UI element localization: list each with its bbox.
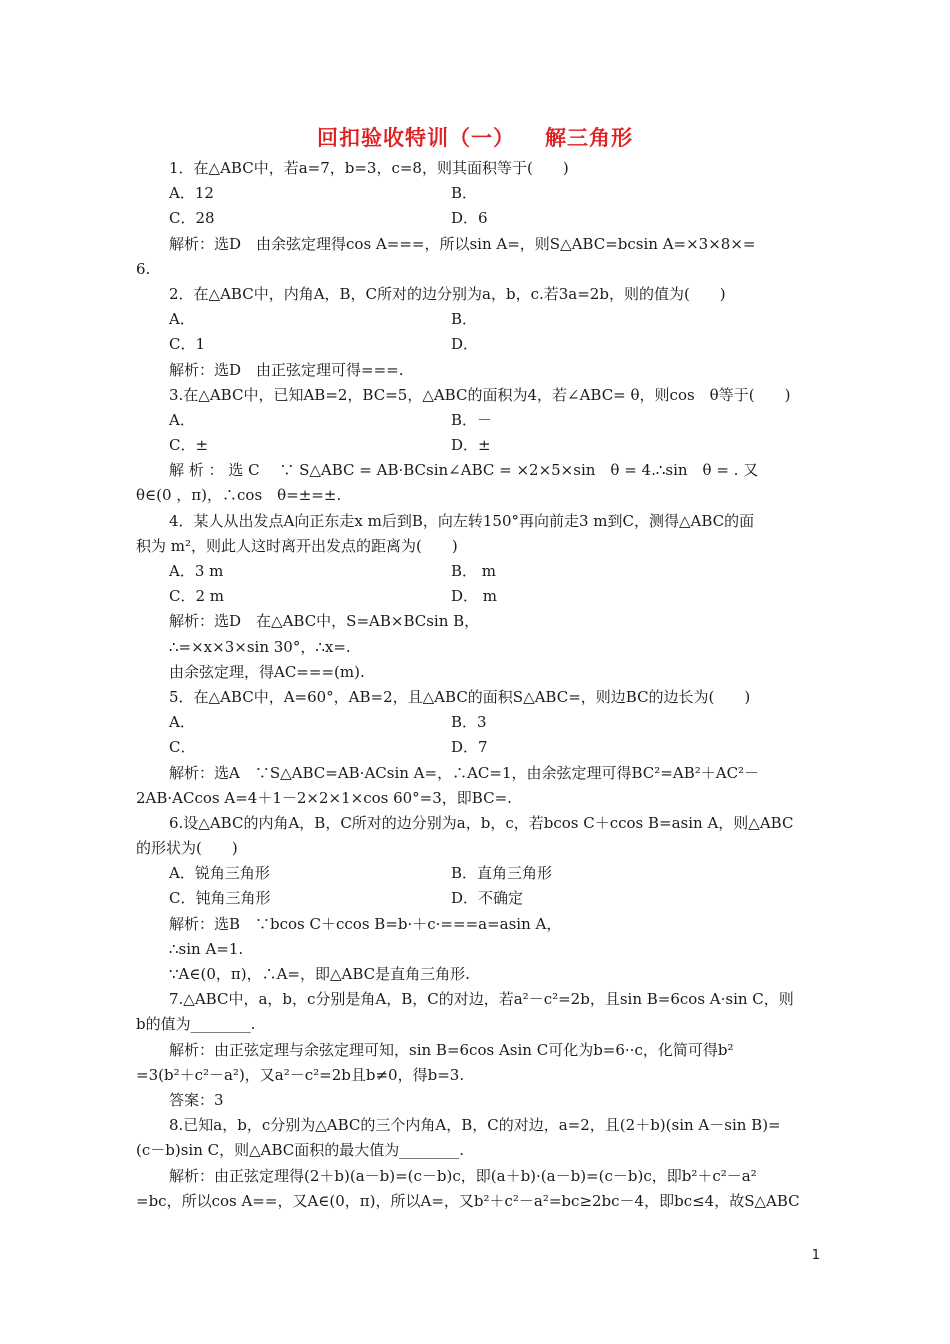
text-line: ∴sin A=1. bbox=[169, 939, 244, 958]
option-left: A． bbox=[169, 310, 195, 329]
option-right: D．不确定 bbox=[451, 889, 524, 908]
text-line: (c－b)sin C，则△ABC面积的最大值为________. bbox=[136, 1141, 465, 1160]
text-line: 7.△ABC中，a，b，c分别是角A，B，C的对边，若a²－c²=2b，且sin B=6cos A·sin C，则 bbox=[169, 990, 794, 1009]
option-left: C．28 bbox=[169, 209, 215, 228]
option-row bbox=[136, 584, 816, 609]
option-left: A．锐角三角形 bbox=[169, 864, 270, 883]
text-line: 1．在△ABC中，若a=7，b=3，c=8，则其面积等于( ) bbox=[169, 159, 569, 177]
option-right: D．7 bbox=[451, 738, 488, 757]
option-left: C． bbox=[169, 738, 196, 757]
text-line: 解析：选D 由正弦定理可得===. bbox=[169, 360, 404, 379]
text-line: 2AB·ACcos A=4＋1－2×2×1×cos 60°=3，即BC=. bbox=[136, 788, 512, 807]
option-right: D．± bbox=[451, 436, 491, 455]
text-line: 积为 m²，则此人这时离开出发点的距离为( ) bbox=[136, 536, 458, 555]
title-main: 回扣验收特训（一） bbox=[317, 126, 515, 150]
page-number: 1 bbox=[811, 1248, 820, 1263]
document-body bbox=[136, 156, 816, 1214]
option-left: C．2 m bbox=[169, 587, 225, 606]
text-line: ∵A∈(0，π)，∴A=，即△ABC是直角三角形. bbox=[169, 965, 470, 983]
text-line: 解析：选D 由余弦定理得cos A===，所以sin A=，则S△ABC=bcsin A=×3×8×= bbox=[169, 234, 756, 253]
text-line: 2．在△ABC中，内角A，B，C所对的边分别为a，b，c.若3a=2b，则的值为( ) bbox=[169, 284, 726, 303]
text-line: =3(b²＋c²－a²)，又a²－c²=2b且b≠0，得b=3. bbox=[136, 1065, 465, 1084]
option-row bbox=[136, 206, 816, 231]
option-row bbox=[136, 861, 816, 886]
option-left: A．12 bbox=[169, 184, 214, 203]
option-right: B． bbox=[451, 184, 478, 203]
title-topic: 解三角形 bbox=[545, 126, 633, 150]
option-left: A．3 m bbox=[169, 562, 224, 580]
option-right: D． bbox=[451, 335, 479, 354]
text-line: ∴=×x×3×sin 30°，∴x=. bbox=[169, 637, 351, 656]
text-line: 由余弦定理，得AC===(m). bbox=[169, 662, 365, 681]
option-right: B． bbox=[451, 310, 478, 329]
option-row bbox=[136, 181, 816, 206]
page-title bbox=[0, 122, 950, 152]
text-line: θ∈(0 ，π)，∴cos θ=±=±. bbox=[136, 486, 342, 505]
option-right: B．－ bbox=[451, 410, 493, 429]
option-row bbox=[136, 735, 816, 760]
option-row bbox=[136, 332, 816, 357]
option-left: A． bbox=[169, 713, 195, 732]
text-line: =bc，所以cos A==，又A∈(0，π)，所以A=，又b²＋c²－a²=bc≥2bc－4，即bc≤4，故S△ABC bbox=[136, 1191, 800, 1210]
option-right: B．直角三角形 bbox=[451, 864, 553, 883]
text-line: 解析：选A ∵S△ABC=AB·ACsin A=，∴AC=1，由余弦定理可得BC²=AB²＋AC²－ bbox=[169, 763, 760, 782]
option-left: A． bbox=[169, 410, 195, 429]
option-row bbox=[136, 886, 816, 911]
option-right: B．3 bbox=[451, 713, 487, 732]
option-right: B． m bbox=[451, 562, 497, 580]
text-line: 答案：3 bbox=[169, 1090, 224, 1109]
text-line: 的形状为( ) bbox=[136, 839, 238, 858]
option-left: C．钝角三角形 bbox=[169, 889, 271, 908]
text-line: 6. bbox=[136, 259, 151, 278]
text-line: 解析：由正弦定理与余弦定理可知，sin B=6cos Asin C可化为b=6··c，化简可得b² bbox=[169, 1040, 734, 1059]
option-row bbox=[136, 710, 816, 735]
text-line: 解 析 ： 选 C ∵ S△ABC = AB·BCsin∠ABC = ×2×5×sin θ = 4.∴sin θ = . 又 bbox=[169, 461, 759, 480]
option-row bbox=[136, 307, 816, 332]
option-right: D．6 bbox=[451, 209, 488, 228]
text-line: 8.已知a，b，c分别为△ABC的三个内角A，B，C的对边，a=2，且(2＋b)(sin A－sin B)= bbox=[169, 1116, 781, 1135]
option-row bbox=[136, 433, 816, 458]
option-left: C．1 bbox=[169, 335, 206, 354]
option-left: C．± bbox=[169, 436, 209, 455]
text-line: 3.在△ABC中，已知AB=2，BC=5，△ABC的面积为4，若∠ABC= θ，则cos θ等于( ) bbox=[169, 385, 791, 404]
text-line: 解析：由正弦定理得(2＋b)(a－b)=(c－b)c，即(a＋b)·(a－b)=(c－b)c，即b²＋c²－a² bbox=[169, 1166, 757, 1185]
text-line: 解析：选D 在△ABC中，S=AB×BCsin B， bbox=[169, 612, 480, 631]
text-line: 5．在△ABC中，A=60°，AB=2，且△ABC的面积S△ABC=，则边BC的边长为( ) bbox=[169, 687, 751, 706]
text-line: 解析：选B ∵bcos C＋ccos B=b·＋c·===a=asin A， bbox=[169, 914, 562, 933]
option-row bbox=[136, 408, 816, 433]
text-line: 4．某人从出发点A向正东走x m后到B，向左转150°再向前走3 m到C，测得△ABC的面 bbox=[169, 511, 755, 530]
text-line: b的值为________. bbox=[136, 1015, 256, 1034]
option-right: D． m bbox=[451, 587, 498, 606]
text-line: 6.设△ABC的内角A，B，C所对的边分别为a，b，c，若bcos C＋ccos B=asin A，则△ABC bbox=[169, 813, 794, 832]
option-row bbox=[136, 559, 816, 584]
